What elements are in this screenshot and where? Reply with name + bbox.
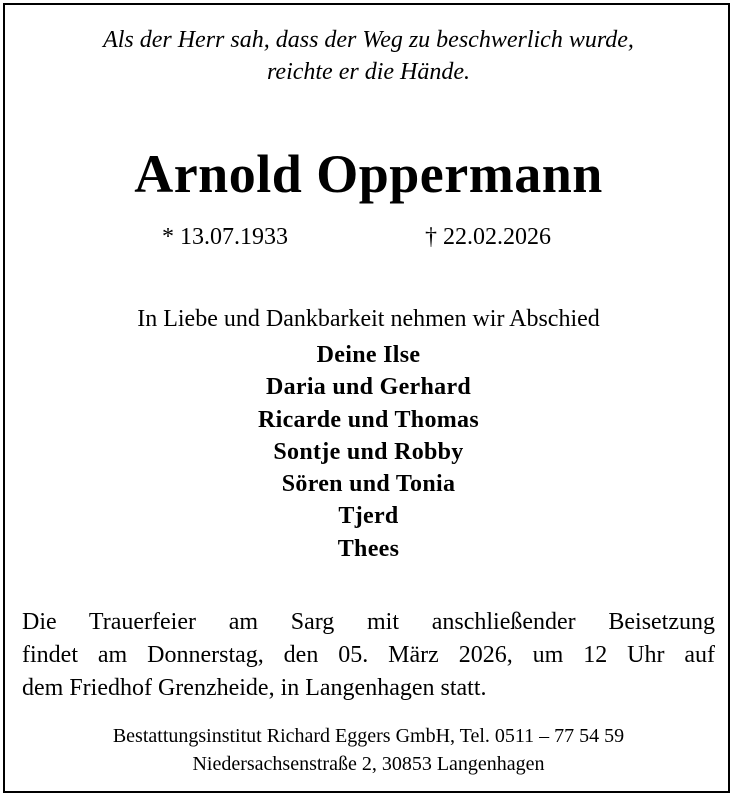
announcement-line: dem Friedhof Grenzheide, in Langenhagen statt. xyxy=(22,675,487,701)
funeral-home-address: Niedersachsenstraße 2, 30853 Langenhagen xyxy=(192,753,545,775)
funeral-home-contact: Bestattungsinstitut Richard Eggers GmbH, Tel. 0511 – 77 54 59 xyxy=(112,725,625,747)
announcement-line: findet am Donnerstag, den 05. März 2026, um 12 Uhr auf xyxy=(22,642,715,668)
announcement-line: Die Trauerfeier am Sarg mit anschließender Beisetzung xyxy=(22,609,715,635)
mourner-name: Thees xyxy=(337,535,400,562)
motto-line: Als der Herr sah, dass der Weg zu beschwerlich wurde, xyxy=(103,27,634,53)
mourner-name: Tjerd xyxy=(338,503,399,530)
motto-line: reichte er die Hände. xyxy=(266,59,471,85)
farewell-intro: In Liebe und Dankbarkeit nehmen wir Abschied xyxy=(137,306,600,332)
deceased-name: Arnold Oppermann xyxy=(134,144,603,204)
mourner-name: Sören und Tonia xyxy=(281,471,456,498)
funeral-home-info xyxy=(0,722,737,778)
funeral-announcement xyxy=(22,606,715,705)
mourner-name: Sontje und Robby xyxy=(273,438,464,465)
mourners-list xyxy=(0,339,737,565)
death-date: † 22.02.2026 xyxy=(425,224,551,250)
birth-date: * 13.07.1933 xyxy=(162,224,288,250)
mourner-name: Daria und Gerhard xyxy=(265,374,472,401)
motto-verse xyxy=(0,24,737,88)
mourner-name: Ricarde und Thomas xyxy=(257,406,479,433)
mourner-name: Deine Ilse xyxy=(316,342,421,368)
